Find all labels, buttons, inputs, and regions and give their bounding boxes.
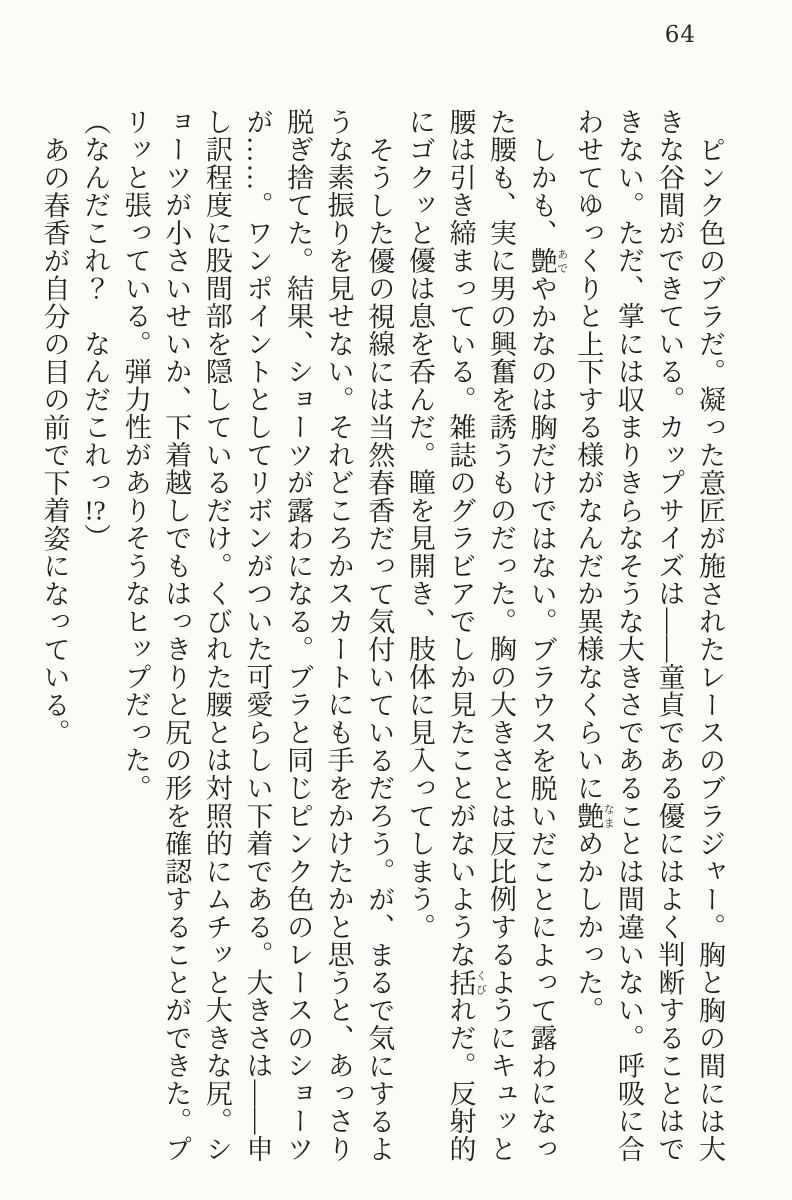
paragraph: そうした優の視線には当然春香だって気付いているだろう。が、まるで気にするような素振りを見せない。それどころかスカートにも手をかけたかと思うと、あっさり脱ぎ捨てた。結果、ショーツが露わになる。ブラと同じピンク色のレースのショーツが……。ワンポイントとしてリボンがついた可愛らしい下着である。大きさは――申し訳程度に股間部を隠しているだけ。くびれた腰とは対照的にムチッと大きな尻。ショーツが小さいせいか、下着越しでもはっきりと尻の形を確認することができた。プリッと張っている。弾力性がありそうなヒップだった。 — [120, 108, 395, 1163]
ruby-annotated-kanji: 艶 あで — [526, 246, 568, 275]
paragraph: ピンク色のブラだ。凝った意匠が施されたレースのブラジャー。胸と胸の間には大きな谷間ができている。カップサイズは――童貞である優にはよく判断することはできない。ただ、掌には収まりきらなそうな大きさであることは間違いない。呼吸に合わせてゆっくりと上下する様がなんだか異様なくらいに艶 なまめかしかった。 — [573, 108, 725, 1163]
paragraph: あの春香が自分の目の前で下着姿になっている。 — [39, 135, 70, 747]
paragraph: しかも、艶 あでやかなのは胸だけではない。ブラウスを脱いだことによって露わになった腰も、実に男の興奮を誘うものだった。胸の大きさとは反比例するようにキュッと腰は引き締まっている。雑誌のグラビアでしか見たことがないような括 くびれだ。反射的にゴクッと優は息を呑んだ。瞳を見開き、肢体に見入ってしまう。 — [404, 108, 568, 1163]
ruby-annotated-kanji: 括 くび — [445, 968, 487, 997]
text-body — [34, 108, 730, 1163]
tate-chu-yoko: !? — [84, 496, 106, 524]
ruby-annotated-kanji: 艶 なま — [573, 802, 615, 830]
paragraph: （なんだこれ？ なんだこれっ!?） — [80, 108, 111, 552]
page-number: 64 — [664, 22, 696, 48]
